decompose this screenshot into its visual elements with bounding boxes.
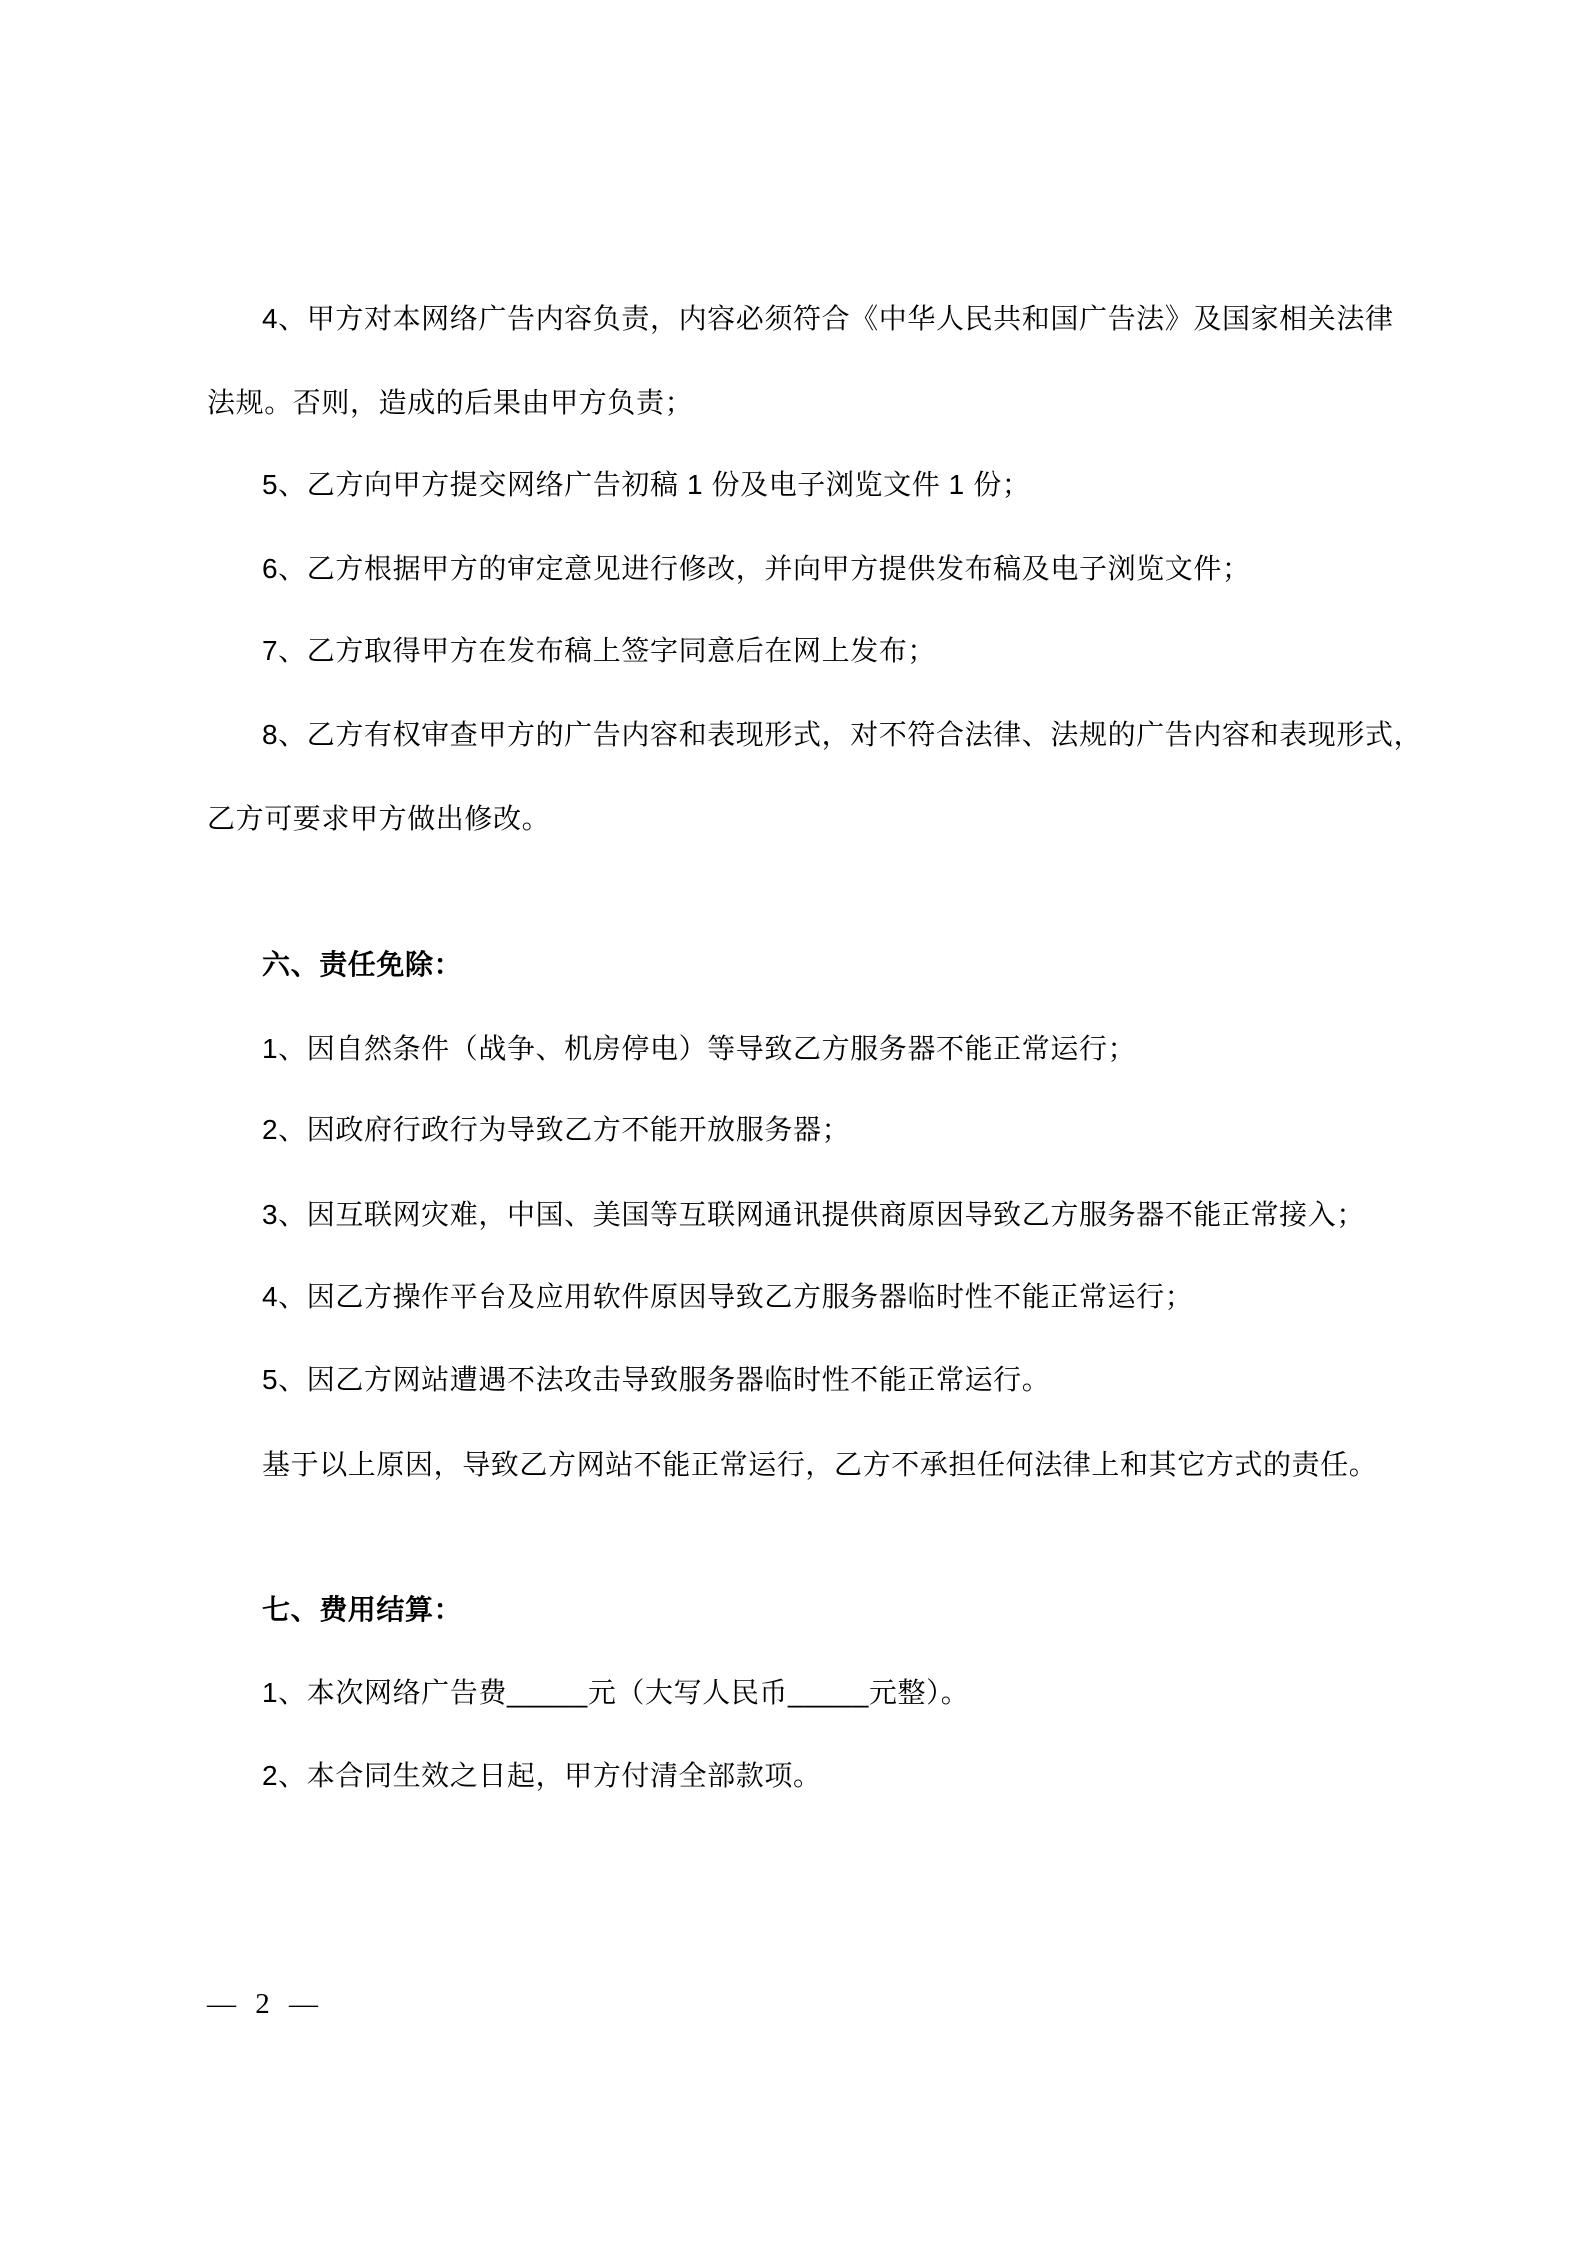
clause-4-line-2: 法规。否则，造成的后果由甲方负责； [207,387,694,418]
clause-8-line-2: 乙方可要求甲方做出修改。 [207,803,551,834]
section-6-heading: 六、责任免除： [262,949,463,980]
clause-6: 6、乙方根据甲方的审定意见进行修改，并向甲方提供发布稿及电子浏览文件； [262,553,1251,584]
page-number: — 2 — [207,1988,324,2020]
section-7-item-2: 2、本合同生效之日起，甲方付清全部款项。 [262,1760,822,1791]
clause-8-line-1: 8、乙方有权审查甲方的广告内容和表现形式，对不符合法律、法规的广告内容和表现形式， [262,719,1423,750]
section-7-item-1: 1、本次网络广告费_____元（大写人民币_____元整）。 [262,1677,970,1708]
section-6-item-2: 2、因政府行政行为导致乙方不能开放服务器； [262,1114,851,1145]
section-6-closing: 基于以上原因，导致乙方网站不能正常运行，乙方不承担任何法律上和其它方式的责任。 [262,1449,1378,1480]
section-6-item-3: 3、因互联网灾难，中国、美国等互联网通讯提供商原因导致乙方服务器不能正常接入； [262,1199,1365,1230]
section-6-item-1: 1、因自然条件（战争、机房停电）等导致乙方服务器不能正常运行； [262,1033,1137,1064]
section-7-heading: 七、费用结算： [262,1594,463,1625]
clause-4-line-1: 4、甲方对本网络广告内容负责，内容必须符合《中华人民共和国广告法》及国家相关法律 [262,303,1394,334]
clause-5: 5、乙方向甲方提交网络广告初稿 1 份及电子浏览文件 1 份； [262,469,1031,500]
clause-7: 7、乙方取得甲方在发布稿上签字同意后在网上发布； [262,635,936,666]
section-6-item-4: 4、因乙方操作平台及应用软件原因导致乙方服务器临时性不能正常运行； [262,1281,1194,1312]
section-6-item-5: 5、因乙方网站遭遇不法攻击导致服务器临时性不能正常运行。 [262,1364,1051,1395]
